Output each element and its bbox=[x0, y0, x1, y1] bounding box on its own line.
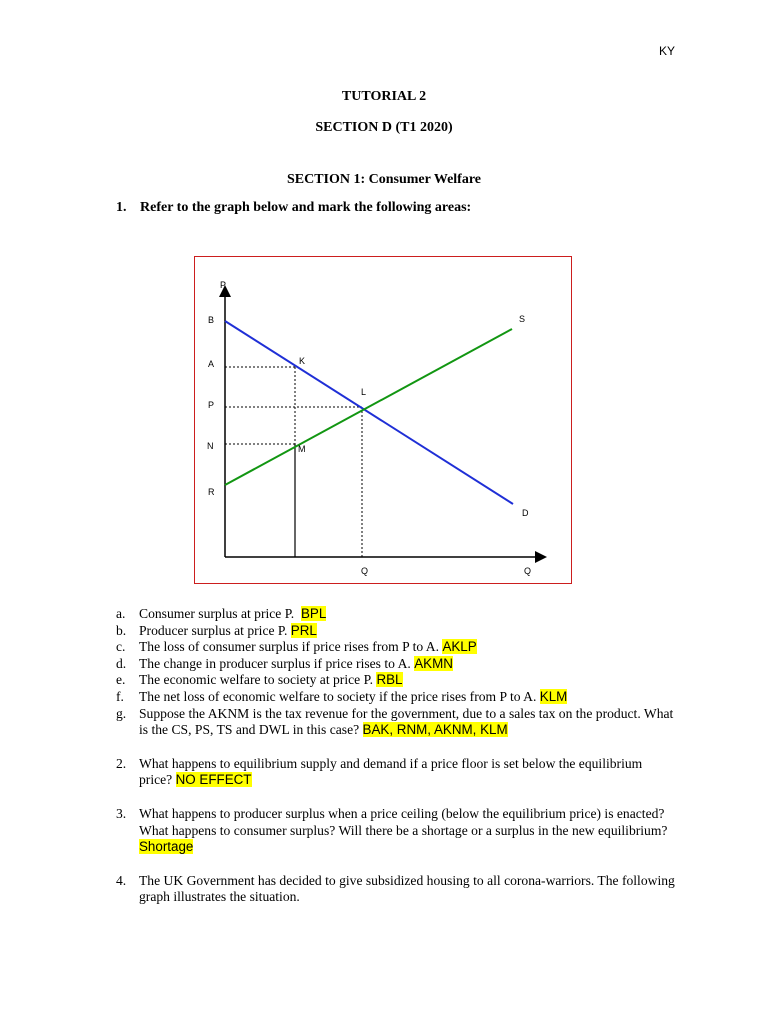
price-label-n: N bbox=[207, 441, 214, 451]
question-2 bbox=[116, 756, 676, 789]
item-text: Suppose the AKNM is the tax revenue for the government, due to a sales tax on the product. What is the CS, PS, TS and DWL in this case? bbox=[139, 705, 674, 738]
answer-highlight: RBL bbox=[376, 672, 403, 688]
question-4 bbox=[116, 873, 676, 906]
header-initials: KY bbox=[658, 44, 675, 58]
eq-quantity-label: Q bbox=[361, 566, 369, 576]
question-number: 3. bbox=[116, 805, 127, 821]
item-text: The loss of consumer surplus if price rises from P to A. bbox=[139, 639, 440, 655]
answer-highlight: BPL bbox=[300, 606, 327, 621]
x-axis-label: Q bbox=[524, 566, 532, 576]
y-axis-label: P bbox=[220, 280, 227, 290]
demand-label: D bbox=[522, 508, 529, 518]
item-label: g. bbox=[116, 705, 127, 721]
question-text: What happens to equilibrium supply and demand if a price floor is set below the equilibrium price? bbox=[139, 755, 643, 788]
answer-highlight: AKMN bbox=[414, 655, 453, 671]
answer-highlight: Shortage bbox=[139, 839, 194, 855]
question-text: What happens to producer surplus when a price ceiling (below the equilibrium price) is enacted? What happens to consumer surplus? Will there be a shortage or a surplus in the new equilibrium? bbox=[139, 805, 668, 838]
list-item bbox=[116, 656, 676, 673]
point-label-l: L bbox=[361, 387, 367, 397]
item-label: b. bbox=[116, 622, 127, 638]
item-text: Producer surplus at price P. bbox=[139, 622, 288, 638]
price-label-a: A bbox=[208, 359, 215, 369]
question-number: 2. bbox=[116, 755, 127, 771]
question-1-text: Refer to the graph below and mark the following areas: bbox=[140, 200, 472, 215]
question-text: The UK Government has decided to give subsidized housing to all corona-warriors. The following graph illustrates the situation. bbox=[139, 872, 675, 905]
item-text: Consumer surplus at price P. bbox=[139, 606, 295, 621]
question-1 bbox=[116, 200, 471, 216]
price-label-r: R bbox=[208, 487, 215, 497]
demand-curve bbox=[225, 321, 513, 504]
question-list bbox=[116, 606, 676, 906]
item-label: e. bbox=[116, 672, 126, 688]
list-item bbox=[116, 689, 676, 706]
answer-highlight: AKLP bbox=[442, 639, 477, 655]
answer-highlight: KLM bbox=[539, 688, 568, 704]
item-text: The change in producer surplus if price rises to A. bbox=[139, 655, 411, 671]
list-item bbox=[116, 706, 676, 739]
list-item bbox=[116, 606, 676, 623]
tutorial-title: TUTORIAL 2 bbox=[341, 89, 427, 104]
list-item bbox=[116, 623, 676, 640]
question-number: 4. bbox=[116, 872, 127, 888]
item-label: d. bbox=[116, 655, 127, 671]
item-text: The economic welfare to society at price P. bbox=[139, 672, 374, 688]
section-title: SECTION D (T1 2020) bbox=[315, 120, 453, 135]
question-3 bbox=[116, 806, 676, 856]
list-item bbox=[116, 639, 676, 656]
answer-highlight: PRL bbox=[290, 622, 317, 638]
item-label: c. bbox=[116, 639, 126, 655]
price-label-b: B bbox=[208, 315, 215, 325]
supply-label: S bbox=[519, 314, 526, 324]
list-item bbox=[116, 672, 676, 689]
subsection-title: SECTION 1: Consumer Welfare bbox=[286, 172, 482, 187]
question-1-number: 1. bbox=[116, 200, 127, 215]
point-label-k: K bbox=[299, 356, 306, 366]
point-label-m: M bbox=[298, 444, 306, 454]
price-label-p: P bbox=[208, 400, 215, 410]
supply-demand-graph bbox=[194, 256, 572, 584]
answer-highlight: BAK, RNM, AKNM, KLM bbox=[362, 722, 508, 738]
item-text: The net loss of economic welfare to society if the price rises from P to A. bbox=[139, 688, 537, 704]
answer-highlight: NO EFFECT bbox=[175, 772, 252, 788]
item-label: a. bbox=[116, 606, 126, 621]
supply-curve bbox=[225, 329, 512, 485]
item-label: f. bbox=[116, 688, 124, 704]
